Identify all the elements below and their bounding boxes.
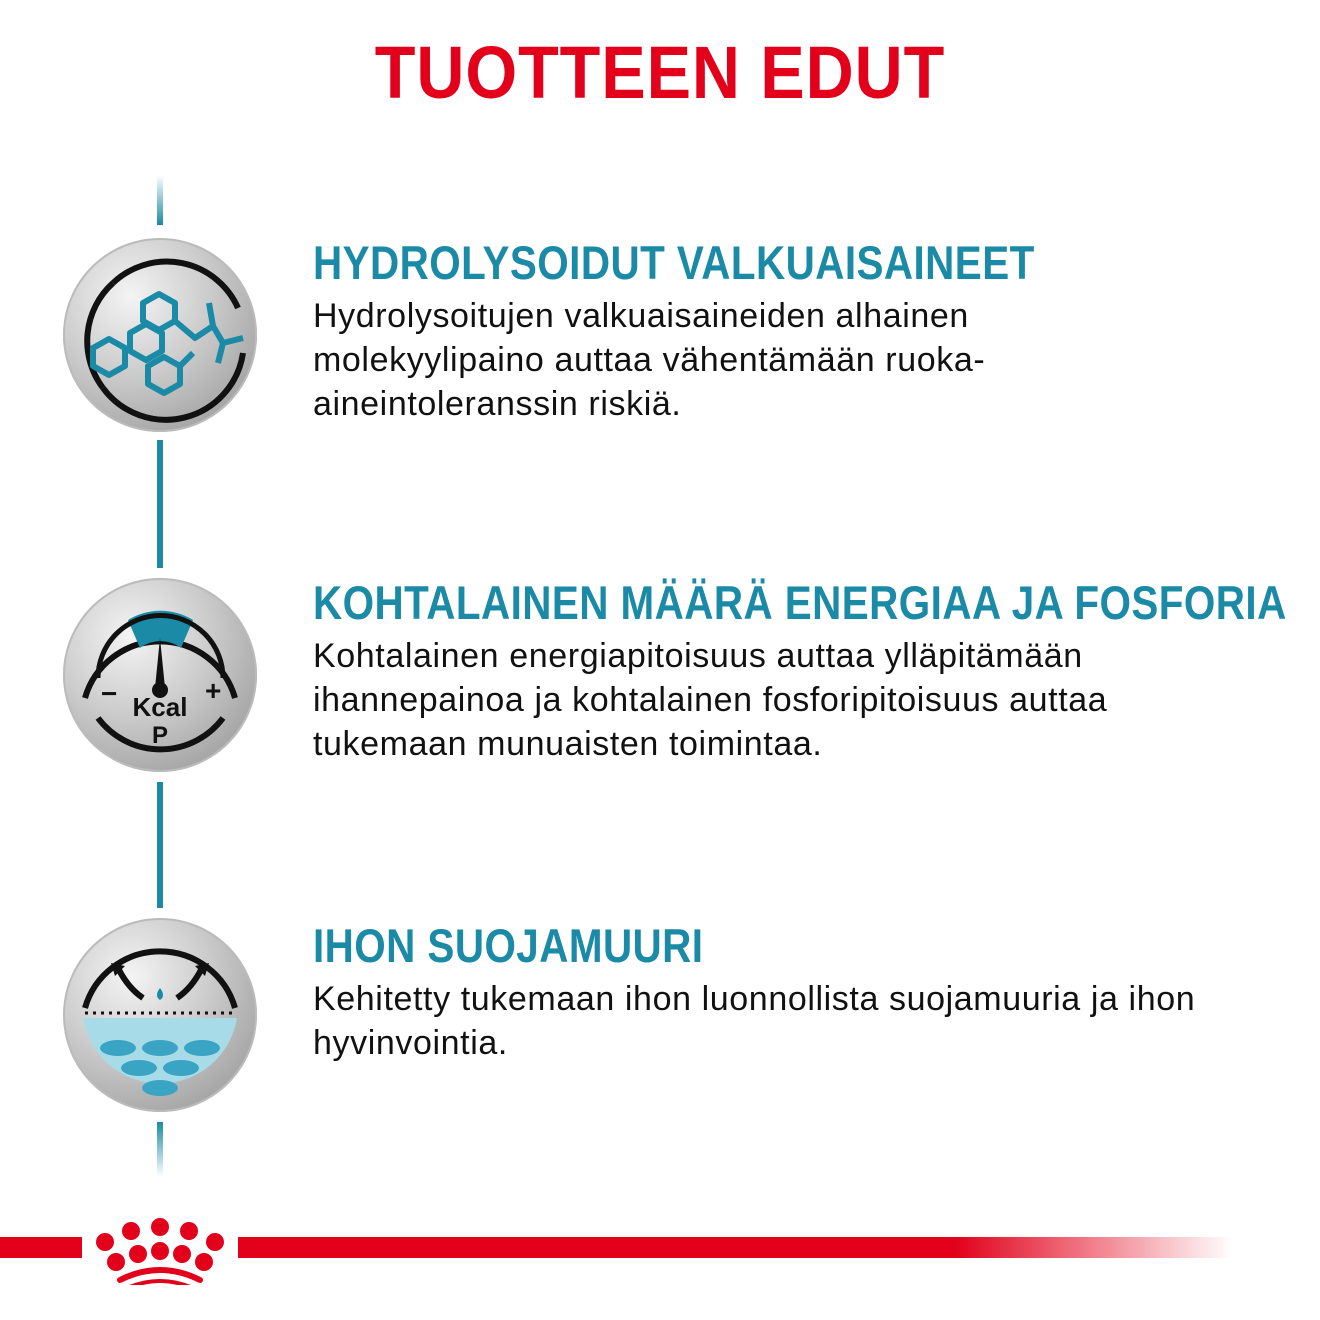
benefit-heading: KOHTALAINEN MÄÄRÄ ENERGIAA JA FOSFORIA	[313, 576, 1287, 629]
benefit-text: Kohtalainen energiapitoisuus auttaa ylläpitämään ihannepainoa ja kohtalainen fosforipitoisuus auttaa tukemaan munuaisten toimintaa.	[313, 637, 1108, 763]
timeline-line	[157, 175, 163, 225]
svg-text:+: +	[205, 675, 222, 706]
timeline-line	[157, 1122, 163, 1177]
brand-bar-left	[0, 1237, 82, 1258]
molecule-icon	[63, 238, 257, 432]
kcal-gauge-icon	[63, 578, 257, 772]
svg-text:−: −	[101, 678, 118, 709]
royal-canin-crown-logo	[90, 1205, 230, 1285]
benefit-heading: HYDROLYSOIDUT VALKUAISAINEET	[313, 236, 1035, 289]
benefit-skin-barrier	[313, 918, 1303, 1065]
page-title: TUOTTEEN EDUT	[374, 31, 946, 114]
skin-barrier-icon	[63, 918, 257, 1112]
benefit-text: Kehitetty tukemaan ihon luonnollista suojamuuria ja ihon hyvinvointia.	[313, 980, 1196, 1062]
benefit-energy-phosphorus	[313, 575, 1303, 766]
timeline-line	[157, 782, 163, 908]
benefit-text: Hydrolysoitujen valkuaisaineiden alhainen molekyylipaino auttaa vähentämään ruoka-aineintoleranssin riskiä.	[313, 297, 986, 423]
timeline-line	[157, 440, 163, 568]
benefit-hydrolysed-proteins	[313, 235, 1303, 426]
svg-text:Kcal: Kcal	[132, 692, 188, 722]
brand-bar-right	[238, 1237, 1233, 1258]
benefit-heading: IHON SUOJAMUURI	[313, 919, 704, 972]
svg-text:P: P	[151, 722, 169, 749]
